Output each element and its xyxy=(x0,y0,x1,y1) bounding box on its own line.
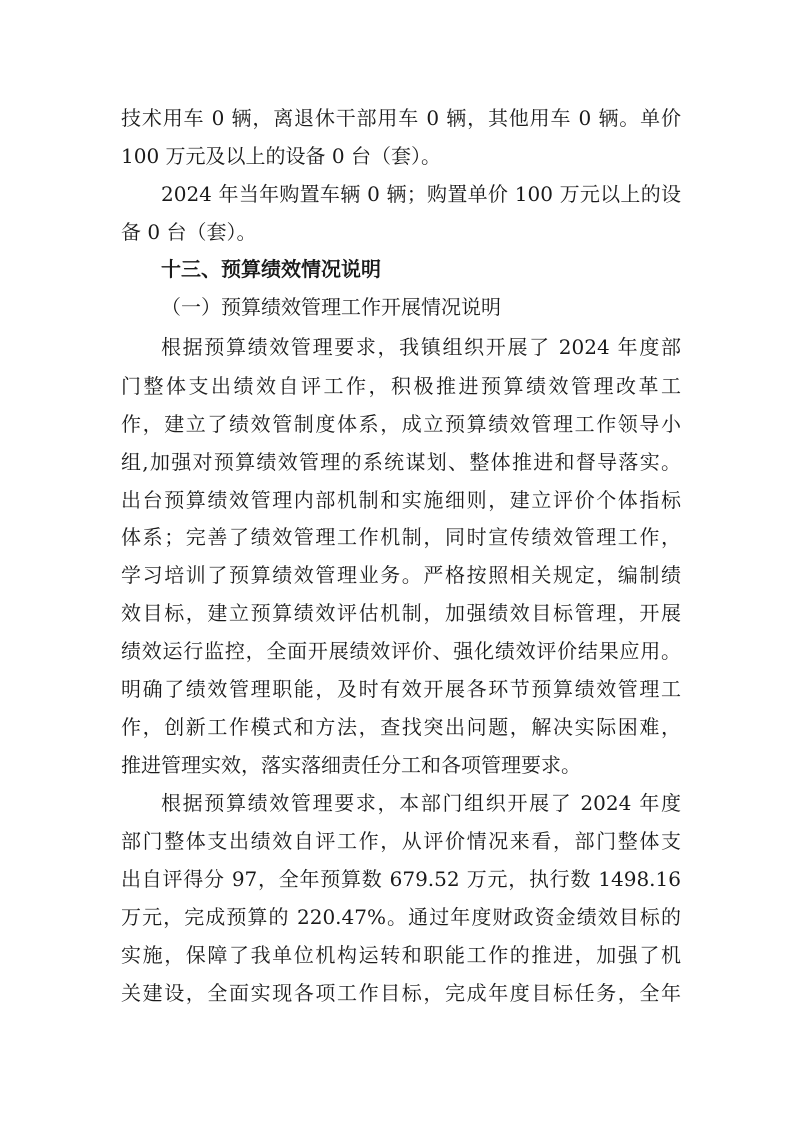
paragraph-line: 效目标，建立预算绩效评估机制，加强绩效目标管理，开展 xyxy=(121,601,681,625)
paragraph-line: 100 万元及以上的设备 0 台（套）。 xyxy=(121,144,441,168)
paragraph-line: 推进管理实效，落实落细责任分工和各项管理要求。 xyxy=(121,753,581,777)
paragraph-line: 学习培训了预算绩效管理业务。严格按照相关规定，编制绩 xyxy=(121,563,681,587)
paragraph-line: 备 0 台（套）。 xyxy=(121,220,257,244)
paragraph-line: 根据预算绩效管理要求，本部门组织开展了 2024 年度 xyxy=(161,791,681,815)
paragraph-line: 根据预算绩效管理要求，我镇组织开展了 2024 年度部 xyxy=(161,335,681,359)
paragraph-line: 部门整体支出绩效自评工作，从评价情况来看，部门整体支 xyxy=(121,829,681,853)
paragraph-line: 实施，保障了我单位机构运转和职能工作的推进，加强了机 xyxy=(121,943,681,967)
paragraph-line: 作，创新工作模式和方法，查找突出问题，解决实际困难， xyxy=(121,715,681,739)
paragraph-line: 绩效运行监控，全面开展绩效评价、强化绩效评价结果应用。 xyxy=(121,639,681,663)
paragraph-line: 出自评得分 97，全年预算数 679.52 万元，执行数 1498.16 xyxy=(121,867,681,891)
subsection-heading: （一）预算绩效管理工作开展情况说明 xyxy=(161,295,501,319)
paragraph-line: 关建设，全面实现各项工作目标，完成年度目标任务，全年 xyxy=(121,981,681,1005)
paragraph-line: 门整体支出绩效自评工作，积极推进预算绩效管理改革工 xyxy=(121,374,681,398)
paragraph-line: 2024 年当年购置车辆 0 辆；购置单价 100 万元以上的设 xyxy=(161,182,681,206)
paragraph-line: 出台预算绩效管理内部机制和实施细则，建立评价个体指标 xyxy=(121,488,681,512)
paragraph-line: 明确了绩效管理职能，及时有效开展各环节预算绩效管理工 xyxy=(121,677,681,701)
paragraph-line: 组,加强对预算绩效管理的系统谋划、整体推进和督导落实。 xyxy=(121,450,681,474)
paragraph-line: 技术用车 0 辆，离退休干部用车 0 辆，其他用车 0 辆。单价 xyxy=(121,106,681,130)
paragraph-line: 作，建立了绩效管制度体系，成立预算绩效管理工作领导小 xyxy=(121,412,681,436)
paragraph-line: 体系；完善了绩效管理工作机制，同时宣传绩效管理工作， xyxy=(121,525,681,549)
paragraph-line: 万元，完成预算的 220.47%。通过年度财政资金绩效目标的 xyxy=(121,905,681,929)
section-heading: 十三、预算绩效情况说明 xyxy=(161,257,381,281)
